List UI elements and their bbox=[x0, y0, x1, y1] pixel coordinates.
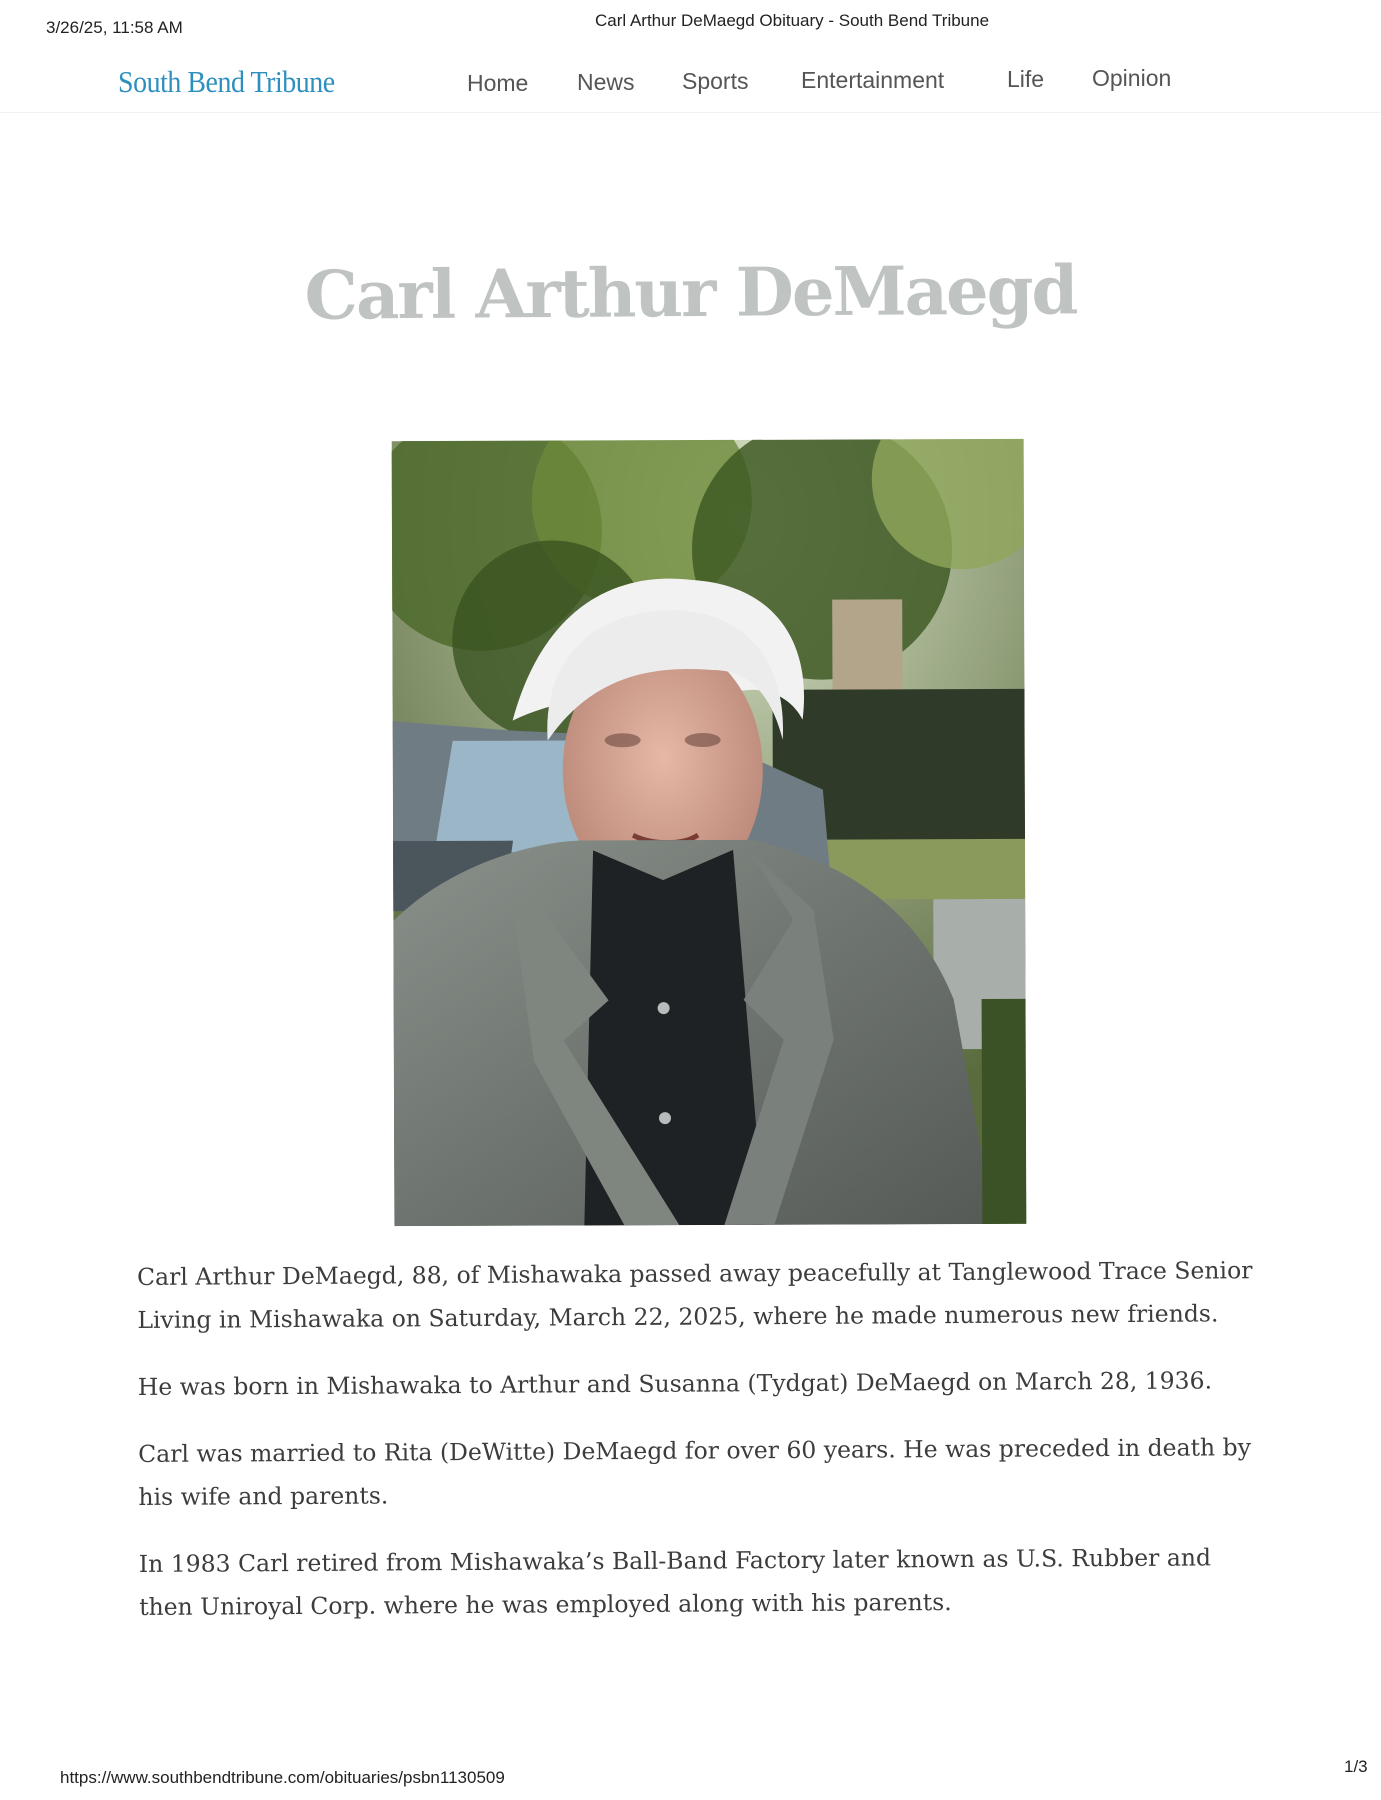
brand-logo[interactable]: South Bend Tribune bbox=[118, 64, 335, 99]
nav-item-entertainment[interactable]: Entertainment bbox=[801, 67, 945, 93]
obituary-photo bbox=[392, 439, 1027, 1226]
obituary-paragraph: Carl was married to Rita (DeWitte) DeMaegd for over 60 years. He was preceded in death by his wife and parents. bbox=[138, 1433, 1252, 1511]
nav-item-news[interactable]: News bbox=[577, 69, 635, 95]
main-nav bbox=[0, 62, 1381, 102]
nav-item-home[interactable]: Home bbox=[467, 70, 529, 96]
print-footer-page-number: 1/3 bbox=[1344, 1757, 1368, 1776]
print-header-datetime: 3/26/25, 11:58 AM bbox=[46, 18, 183, 37]
site-masthead bbox=[0, 52, 1381, 113]
obituary-body bbox=[137, 1249, 1269, 1653]
nav-item-life[interactable]: Life bbox=[1007, 66, 1045, 92]
obituary-paragraph: In 1983 Carl retired from Mishawaka’s Ball-Band Factory later known as U.S. Rubber and then Uniroyal Corp. where he was employed along with his parents. bbox=[138, 1543, 1212, 1621]
nav-item-opinion[interactable]: Opinion bbox=[1092, 65, 1172, 91]
obituary-title: Carl Arthur DeMaegd bbox=[304, 250, 1077, 335]
print-footer-url: https://www.southbendtribune.com/obituaries/psbn1130509 bbox=[60, 1768, 505, 1787]
obituary-paragraph: He was born in Mishawaka to Arthur and Susanna (Tydgat) DeMaegd on March 28, 1936. bbox=[137, 1366, 1213, 1401]
obituary-paragraph: Carl Arthur DeMaegd, 88, of Mishawaka passed away peacefully at Tanglewood Trace Senior Living in Mishawaka on Saturday, March 22, 2025, where he made numerous new friends. bbox=[137, 1256, 1253, 1334]
print-header-page-title: Carl Arthur DeMaegd Obituary - South Bend Tribune bbox=[595, 11, 990, 30]
nav-item-sports[interactable]: Sports bbox=[682, 68, 749, 94]
